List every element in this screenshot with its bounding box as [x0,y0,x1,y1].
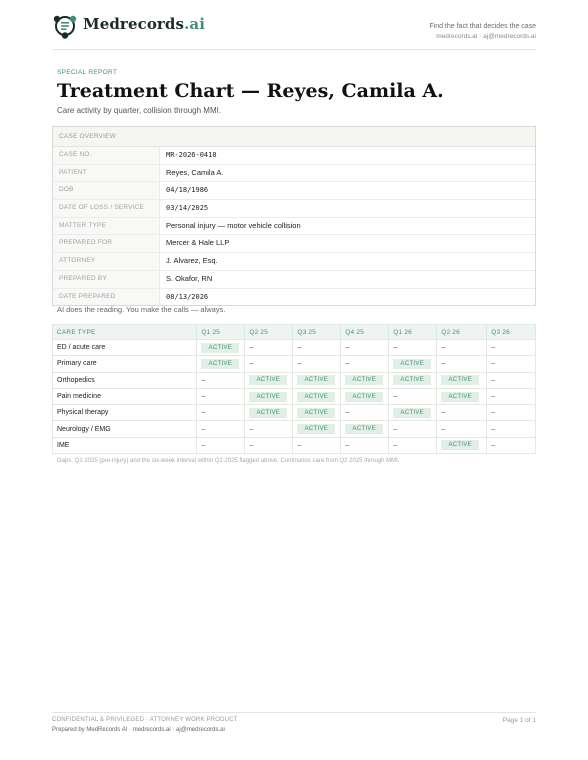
column-header: Q3 25 [293,325,341,340]
table-row [53,372,536,388]
quarter-cell [437,372,487,388]
care-type-cell: IME [53,437,197,453]
table-row [53,388,536,404]
overview-label: DATE PREPARED [53,289,160,306]
confidential-notice: CONFIDENTIAL & PRIVILEGED · ATTORNEY WORK PRODUCT [52,717,238,723]
overview-label: CASE NO. [53,147,160,164]
empty-marker: – [297,360,302,368]
empty-marker: – [491,409,496,417]
quarter-cell [389,437,437,453]
care-type-cell: Orthopedics [53,372,197,388]
active-badge: ACTIVE [441,440,479,450]
quarter-cell [389,405,437,421]
quarter-cell [487,437,536,453]
prepared-by-footer: Prepared by MedRecords AI · medrecords.ai · aj@medrecords.ai [52,727,225,733]
quarter-cell [341,388,389,404]
quarter-cell [341,405,389,421]
quarter-cell [245,437,293,453]
quarter-cell [487,421,536,437]
table-row [53,340,536,356]
column-header: Q1 25 [197,325,245,340]
overview-row-patient [53,165,535,183]
case-overview-table [52,126,536,306]
empty-marker: – [393,425,398,433]
quarter-cell [341,356,389,372]
quarter-cell [341,340,389,356]
quarter-cell [437,437,487,453]
column-header: Q3 26 [487,325,536,340]
empty-marker: – [491,344,496,352]
quarter-cell [389,421,437,437]
quarter-cell [437,340,487,356]
table-row [53,356,536,372]
quarter-cell [293,356,341,372]
page-subtitle: Care activity by quarter, collision through MMI. [57,106,222,115]
overview-row-attorney [53,253,535,271]
overview-row-prepared-for [53,235,535,253]
overview-label: DATE OF LOSS / SERVICE [53,200,160,217]
case-overview-heading: CASE OVERVIEW [53,127,535,147]
ai-disclaimer: AI does the reading. You make the calls — always. [57,305,226,314]
empty-marker: – [345,344,350,352]
overview-row-case-no [53,147,535,165]
tagline: Find the fact that decides the case [429,23,536,30]
overview-row-date-prepared [53,289,535,306]
quarter-cell [487,405,536,421]
care-type-cell: Pain medicine [53,388,197,404]
overview-label: PATIENT [53,165,160,182]
quarter-cell [245,372,293,388]
quarter-cell [197,437,245,453]
overview-label: MATTER TYPE [53,218,160,235]
empty-marker: – [249,425,254,433]
quarter-cell [437,388,487,404]
table-row [53,405,536,421]
empty-marker: – [491,393,496,401]
empty-marker: – [249,344,254,352]
active-badge: ACTIVE [393,408,431,418]
overview-value: Reyes, Camila A. [166,167,224,177]
overview-row-date-of-loss [53,200,535,218]
empty-marker: – [441,344,446,352]
column-header: Q2 26 [437,325,487,340]
overview-row-dob [53,182,535,200]
quarter-cell [437,356,487,372]
quarter-cell [197,372,245,388]
empty-marker: – [441,360,446,368]
active-badge: ACTIVE [297,424,335,434]
empty-marker: – [393,344,398,352]
empty-marker: – [297,344,302,352]
empty-marker: – [201,441,206,449]
quarter-cell [341,421,389,437]
active-badge: ACTIVE [249,408,287,418]
active-badge: ACTIVE [249,375,287,385]
empty-marker: – [201,393,206,401]
empty-marker: – [345,360,350,368]
active-badge: ACTIVE [345,375,383,385]
overview-value: J. Alvarez, Esq. [166,256,218,266]
active-badge: ACTIVE [249,392,287,402]
quarter-cell [293,340,341,356]
empty-marker: – [345,441,350,449]
quarter-cell [197,405,245,421]
header-contact: medrecords.ai · aj@medrecords.ai [436,33,536,40]
empty-marker: – [297,441,302,449]
quarter-cell [487,340,536,356]
page-number: Page 1 of 1 [502,717,536,724]
page-header [52,12,536,48]
quarter-cell [293,388,341,404]
empty-marker: – [441,425,446,433]
active-badge: ACTIVE [441,375,479,385]
column-header: Q2 25 [245,325,293,340]
quarter-cell [487,372,536,388]
treatment-grid [52,324,536,454]
quarter-cell [245,340,293,356]
treatment-grid-body [53,340,536,454]
active-badge: ACTIVE [393,359,431,369]
overview-row-matter-type [53,218,535,236]
quarter-cell [197,356,245,372]
empty-marker: – [491,376,496,384]
empty-marker: – [249,360,254,368]
footer-divider [52,712,536,713]
empty-marker: – [345,409,350,417]
overview-label: DOB [53,182,160,199]
empty-marker: – [441,409,446,417]
empty-marker: – [491,441,496,449]
quarter-cell [341,437,389,453]
table-row [53,421,536,437]
quarter-cell [389,340,437,356]
quarter-cell [197,340,245,356]
empty-marker: – [201,376,206,384]
active-badge: ACTIVE [297,408,335,418]
empty-marker: – [393,393,398,401]
column-header: Q4 25 [341,325,389,340]
overview-value: Mercer & Hale LLP [166,238,230,248]
empty-marker: – [491,360,496,368]
quarter-cell [487,388,536,404]
quarter-cell [293,405,341,421]
brand-name: Medrecords.ai [83,15,206,33]
column-header: CARE TYPE [53,325,197,340]
active-badge: ACTIVE [393,375,431,385]
quarter-cell [437,421,487,437]
medrecords-logo-icon [52,12,78,40]
page-title: Treatment Chart — Reyes, Camila A. [57,80,444,102]
active-badge: ACTIVE [297,375,335,385]
gaps-note: Gaps: Q1 2025 (pre-injury) and the six-week interval within Q2 2025 flagged above. Continuous care from Q2 2025 through MMI. [57,458,400,464]
quarter-cell [389,356,437,372]
empty-marker: – [201,409,206,417]
care-type-cell: Neurology / EMG [53,421,197,437]
empty-marker: – [393,441,398,449]
overview-value: MR-2026-0418 [166,151,217,159]
active-badge: ACTIVE [297,392,335,402]
care-type-cell: Physical therapy [53,405,197,421]
quarter-cell [245,421,293,437]
quarter-cell [245,405,293,421]
overview-label: PREPARED BY [53,271,160,288]
treatment-grid-header [53,325,536,340]
quarter-cell [245,388,293,404]
overview-value: 04/18/1986 [166,186,209,195]
active-badge: ACTIVE [201,359,239,369]
report-eyebrow: SPECIAL REPORT [57,69,118,76]
overview-label: ATTORNEY [53,253,160,270]
overview-row-prepared-by [53,271,535,289]
active-badge: ACTIVE [345,392,383,402]
quarter-cell [197,421,245,437]
column-header: Q1 26 [389,325,437,340]
overview-value: S. Okafor, RN [166,273,213,283]
care-type-cell: Primary care [53,356,197,372]
overview-value: 03/14/2025 [166,204,209,213]
overview-label: PREPARED FOR [53,235,160,252]
active-badge: ACTIVE [441,392,479,402]
header-divider [52,49,536,50]
quarter-cell [437,405,487,421]
quarter-cell [293,437,341,453]
quarter-cell [389,372,437,388]
active-badge: ACTIVE [345,424,383,434]
quarter-cell [293,421,341,437]
empty-marker: – [201,425,206,433]
overview-value: Personal injury — motor vehicle collision [166,220,301,230]
quarter-cell [487,356,536,372]
overview-value: 08/13/2026 [166,292,209,301]
quarter-cell [341,372,389,388]
care-type-cell: ED / acute care [53,340,197,356]
report-page [52,0,536,760]
table-row [53,437,536,453]
quarter-cell [197,388,245,404]
quarter-cell [245,356,293,372]
quarter-cell [389,388,437,404]
active-badge: ACTIVE [201,343,239,353]
empty-marker: – [491,425,496,433]
quarter-cell [293,372,341,388]
empty-marker: – [249,441,254,449]
